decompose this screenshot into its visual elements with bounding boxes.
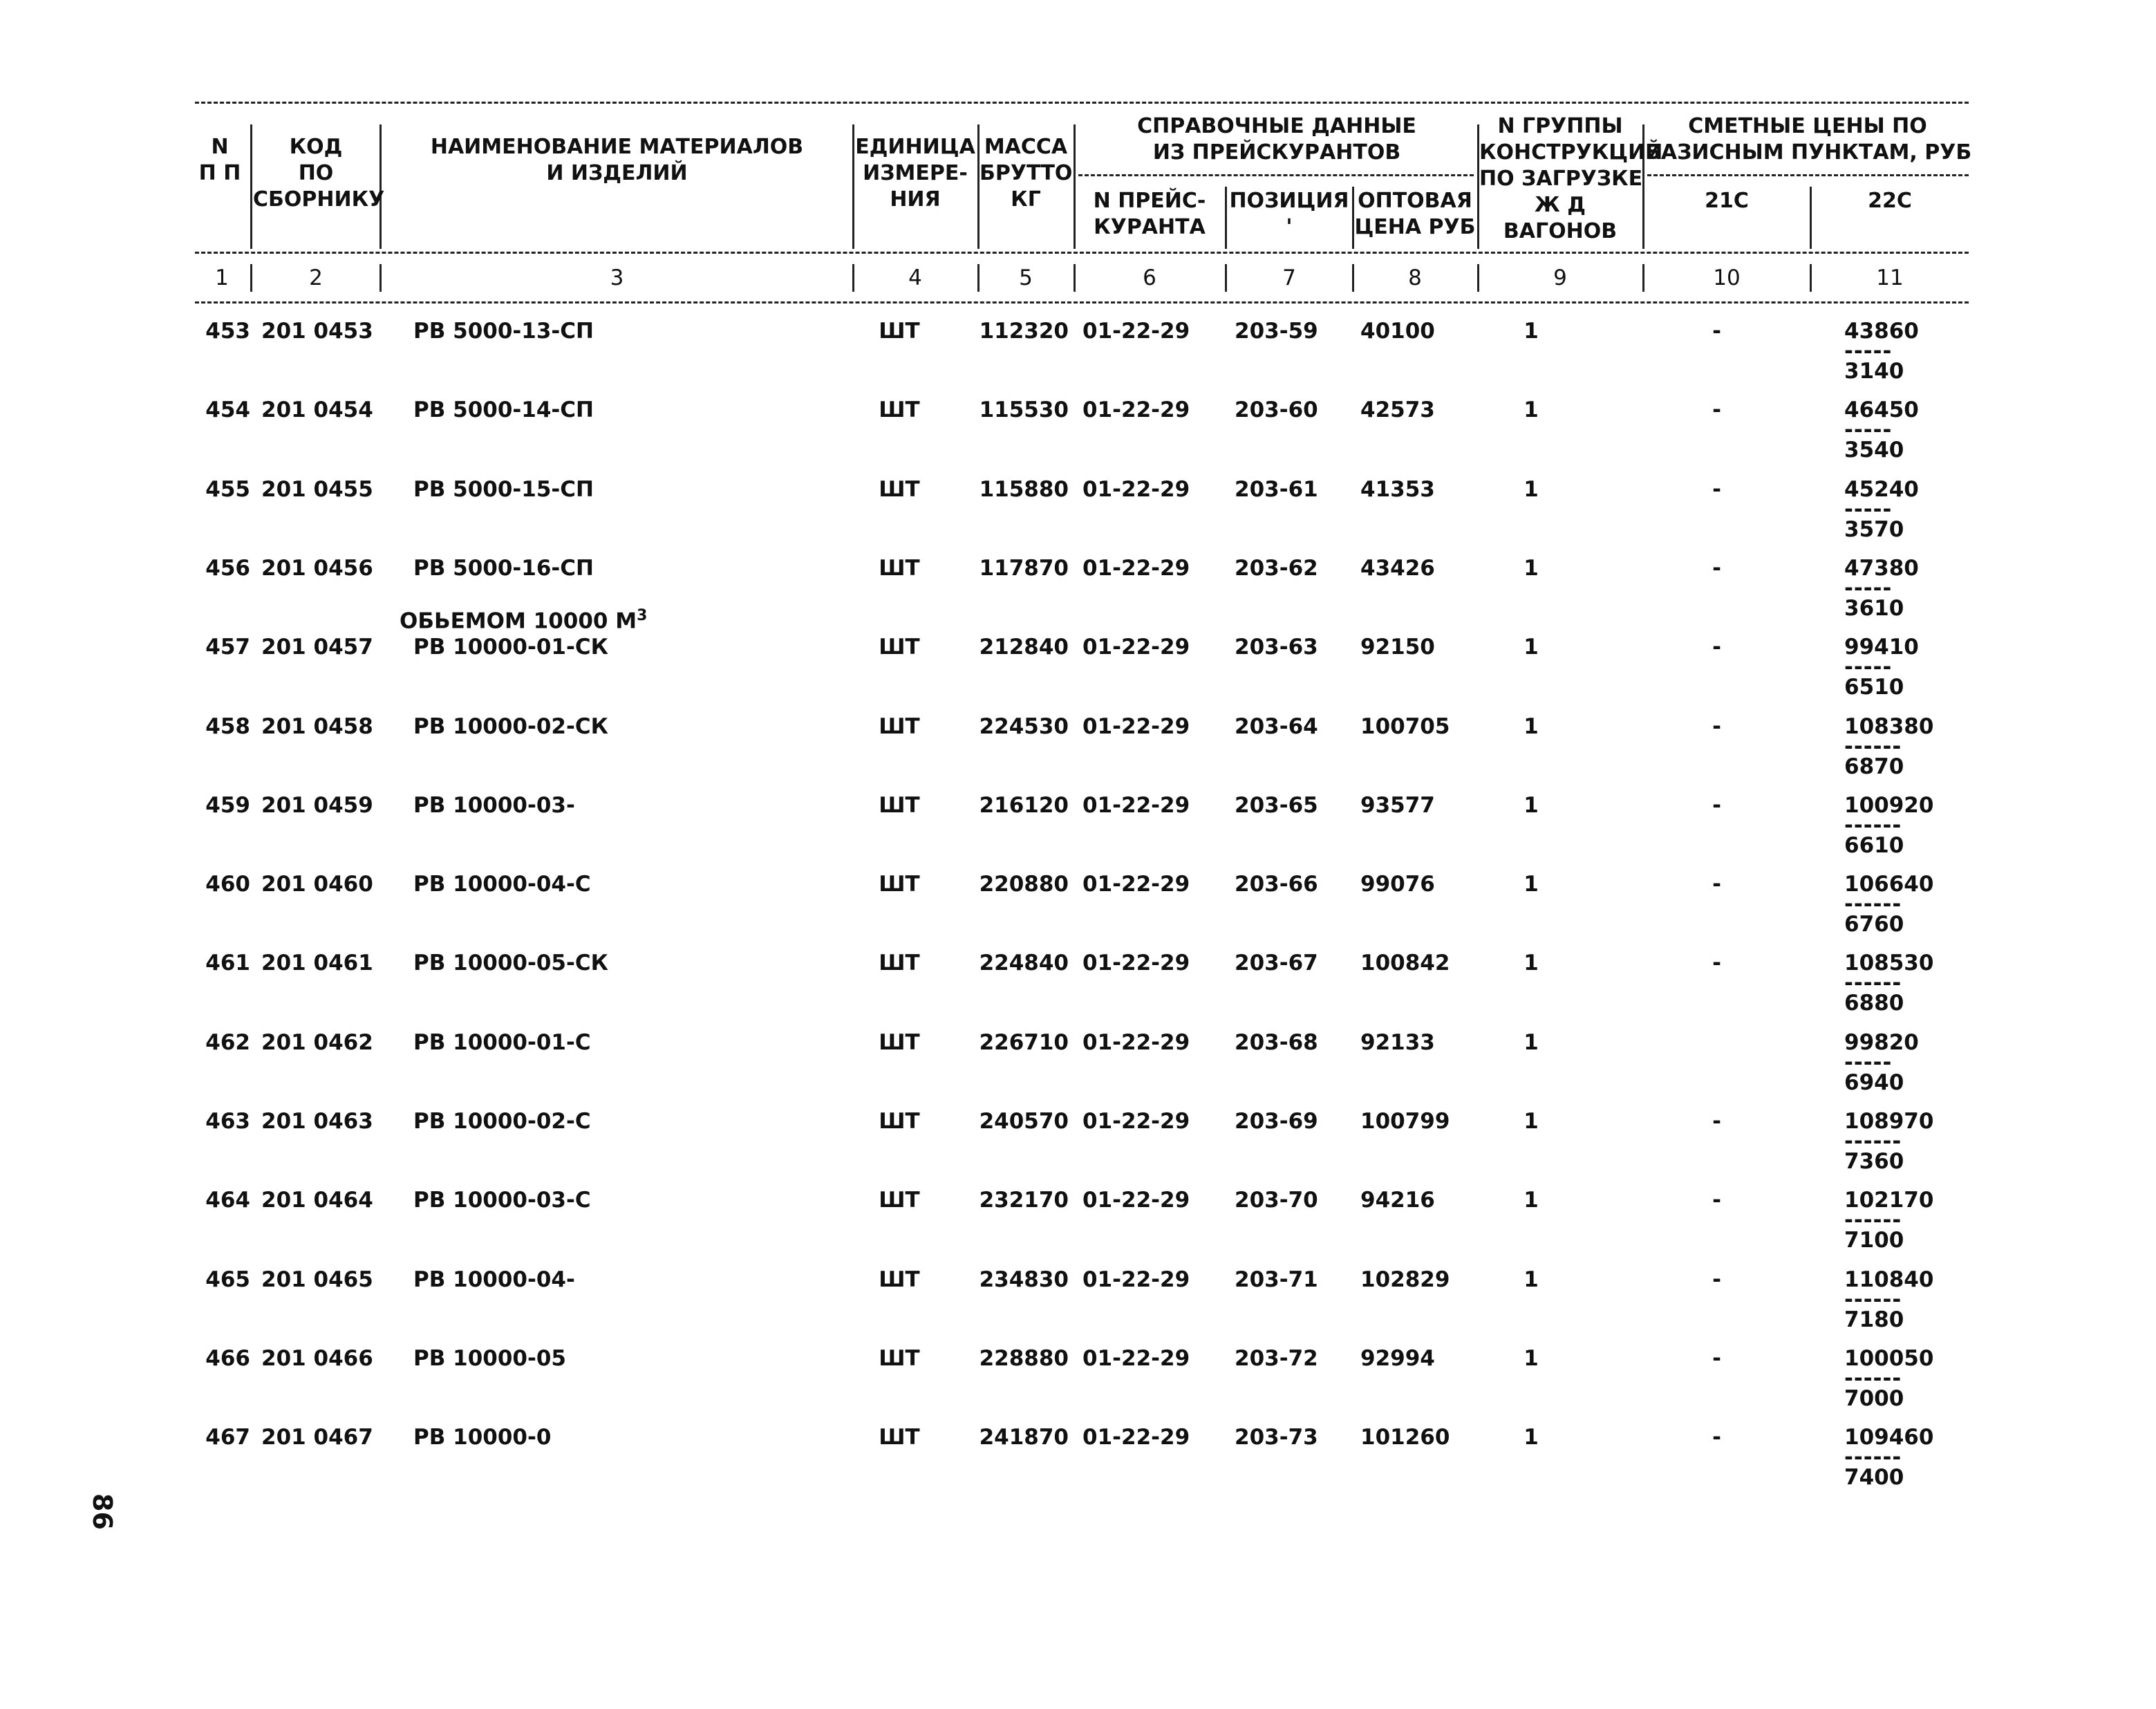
row-price-22c-transport: 6610 — [1844, 833, 1904, 858]
row-price-22c-transport: 6760 — [1844, 912, 1904, 937]
row-price-21c: - — [1712, 1188, 1721, 1213]
row-price: 43426 — [1360, 556, 1435, 581]
row-price-22c-transport: 3540 — [1844, 438, 1904, 463]
row-number: 453 — [205, 319, 250, 344]
row-mass: 220880 — [979, 872, 1069, 897]
row-number: 462 — [205, 1030, 250, 1055]
row-price-22c — [1844, 476, 1955, 543]
row-price-21c: - — [1712, 951, 1721, 975]
row-price-21c: - — [1712, 793, 1721, 818]
column-number: 8 — [1408, 265, 1422, 290]
row-mass: 241870 — [979, 1425, 1069, 1450]
row-price-22c-value: 108970 — [1844, 1109, 1934, 1134]
row-unit: ШТ — [879, 398, 920, 422]
row-unit: ШТ — [879, 556, 920, 581]
row-position: 203-62 — [1235, 556, 1318, 581]
row-price-22c-transport: 7400 — [1844, 1465, 1904, 1490]
column-number: 3 — [610, 265, 624, 290]
row-price: 93577 — [1360, 793, 1435, 818]
row-position: 203-72 — [1235, 1346, 1318, 1371]
row-number: 459 — [205, 793, 250, 818]
header-sub-rule — [1647, 174, 1969, 176]
row-position: 203-60 — [1235, 398, 1318, 422]
row-group: 1 — [1524, 1267, 1539, 1292]
row-price-21c: - — [1712, 1109, 1721, 1134]
row-price-22c-divider: ------ — [1844, 813, 1902, 838]
row-code: 201 0466 — [261, 1346, 373, 1371]
row-price-22c-value: 47380 — [1844, 556, 1919, 581]
row-name: РВ 5000-15-СП — [413, 477, 594, 502]
row-group: 1 — [1524, 477, 1539, 502]
header-col-21c: 21С — [1705, 189, 1749, 213]
column-number: 9 — [1553, 265, 1567, 290]
row-unit: ШТ — [879, 477, 920, 502]
row-price-22c-value: 109460 — [1844, 1425, 1934, 1450]
row-price-22c-value: 99820 — [1844, 1030, 1919, 1055]
row-name: РВ 10000-02-СК — [413, 714, 608, 739]
header-col-price: ОПТОВАЯ ЦЕНА РУБ — [1354, 189, 1476, 239]
row-price-22c-divider: ----- — [1844, 1050, 1893, 1075]
row-price: 42573 — [1360, 398, 1435, 422]
row-code: 201 0459 — [261, 793, 373, 818]
row-price-22c-divider: ----- — [1844, 576, 1893, 601]
row-code: 201 0461 — [261, 951, 373, 975]
row-mass: 234830 — [979, 1267, 1069, 1292]
row-group: 1 — [1524, 1346, 1539, 1371]
row-code: 201 0455 — [261, 477, 373, 502]
row-name: РВ 10000-01-С — [413, 1030, 591, 1055]
row-price-22c-value: 46450 — [1844, 398, 1919, 422]
row-price-22c-divider: ------ — [1844, 892, 1902, 917]
row-group: 1 — [1524, 951, 1539, 975]
row-group: 1 — [1524, 1188, 1539, 1213]
row-price-21c: - — [1712, 398, 1721, 422]
row-catalog: 01-22-29 — [1082, 635, 1190, 660]
row-position: 203-63 — [1235, 635, 1318, 660]
row-mass: 226710 — [979, 1030, 1069, 1055]
row-unit: ШТ — [879, 714, 920, 739]
row-price-22c-divider: ------ — [1844, 1208, 1902, 1233]
header-col-npp: N П П — [198, 135, 241, 185]
row-price-22c-divider: ----- — [1844, 339, 1893, 364]
column-number: 1 — [215, 265, 229, 290]
row-price-22c — [1844, 555, 1955, 622]
header-col-catalog: N ПРЕЙС- КУРАНТА — [1093, 189, 1206, 239]
row-price: 100799 — [1360, 1109, 1450, 1134]
row-unit: ШТ — [879, 319, 920, 344]
row-number: 467 — [205, 1425, 250, 1450]
row-price-22c-divider: ----- — [1844, 497, 1893, 522]
row-price-22c-value: 99410 — [1844, 635, 1919, 660]
row-catalog: 01-22-29 — [1082, 714, 1190, 739]
row-position: 203-73 — [1235, 1425, 1318, 1450]
row-price-22c-transport: 3140 — [1844, 359, 1904, 384]
row-code: 201 0457 — [261, 635, 373, 660]
row-price-21c: - — [1712, 477, 1721, 502]
row-catalog: 01-22-29 — [1082, 1346, 1190, 1371]
header-separator — [250, 124, 252, 249]
row-position: 203-69 — [1235, 1109, 1318, 1134]
row-price-22c — [1844, 318, 1955, 384]
row-mass: 216120 — [979, 793, 1069, 818]
row-mass: 240570 — [979, 1109, 1069, 1134]
row-position: 203-67 — [1235, 951, 1318, 975]
header-group-reference: СПРАВОЧНЫЕ ДАННЫЕ ИЗ ПРЕЙСКУРАНТОВ — [1137, 114, 1416, 165]
row-price-22c-value: 108530 — [1844, 951, 1934, 975]
row-price-22c — [1844, 1108, 1955, 1175]
row-group: 1 — [1524, 398, 1539, 422]
row-price-22c-value: 45240 — [1844, 477, 1919, 502]
header-col-unit: ЕДИНИЦА ИЗМЕРЕ- НИЯ — [855, 135, 975, 212]
row-unit: ШТ — [879, 1425, 920, 1450]
row-catalog: 01-22-29 — [1082, 1188, 1190, 1213]
row-name: РВ 10000-04-С — [413, 872, 591, 897]
header-col-code: КОД ПО СБОРНИКУ — [253, 135, 385, 212]
row-price: 92994 — [1360, 1346, 1435, 1371]
row-unit: ШТ — [879, 872, 920, 897]
number-row-separator — [379, 264, 382, 292]
table-top-rule — [195, 102, 1969, 104]
row-number: 456 — [205, 556, 250, 581]
header-col-mass: МАССА БРУТТО КГ — [979, 135, 1073, 212]
row-code: 201 0463 — [261, 1109, 373, 1134]
row-price-22c — [1844, 634, 1955, 700]
row-number: 466 — [205, 1346, 250, 1371]
row-unit: ШТ — [879, 951, 920, 975]
row-mass: 224840 — [979, 951, 1069, 975]
row-unit: ШТ — [879, 1267, 920, 1292]
row-position: 203-68 — [1235, 1030, 1318, 1055]
header-bottom-rule — [195, 252, 1969, 254]
row-number: 460 — [205, 872, 250, 897]
row-name: РВ 5000-14-СП — [413, 398, 594, 422]
row-price-22c — [1844, 1187, 1955, 1253]
row-name: РВ 10000-04- — [413, 1267, 575, 1292]
row-price: 100705 — [1360, 714, 1450, 739]
number-row-separator — [1642, 264, 1644, 292]
row-unit: ШТ — [879, 1030, 920, 1055]
column-number: 4 — [908, 265, 922, 290]
number-row-separator — [250, 264, 252, 292]
row-price-22c-divider: ------ — [1844, 971, 1902, 996]
row-price: 99076 — [1360, 872, 1435, 897]
row-price-22c-value: 102170 — [1844, 1188, 1934, 1213]
row-name: РВ 10000-0 — [413, 1425, 552, 1450]
row-mass: 228880 — [979, 1346, 1069, 1371]
row-position: 203-59 — [1235, 319, 1318, 344]
header-group-prices: СМЕТНЫЕ ЦЕНЫ ПО БАЗИСНЫМ ПУНКТАМ, РУБ — [1645, 114, 1972, 165]
row-price-22c-value: 108380 — [1844, 714, 1934, 739]
row-price: 92133 — [1360, 1030, 1435, 1055]
column-number: 11 — [1876, 265, 1904, 290]
row-code: 201 0456 — [261, 556, 373, 581]
row-number: 455 — [205, 477, 250, 502]
row-price-21c: - — [1712, 319, 1721, 344]
row-group: 1 — [1524, 1109, 1539, 1134]
row-price-22c-transport: 6870 — [1844, 754, 1904, 779]
row-price-21c: - — [1712, 556, 1721, 581]
row-price-22c-transport: 3610 — [1844, 596, 1904, 621]
row-price-22c-transport: 7100 — [1844, 1228, 1904, 1253]
row-price-22c-divider: ----- — [1844, 655, 1893, 680]
row-price-22c-divider: ----- — [1844, 418, 1893, 442]
row-price-21c: - — [1712, 714, 1721, 739]
row-price-22c — [1844, 871, 1955, 937]
row-price-22c-value: 43860 — [1844, 319, 1919, 344]
row-price-22c-value: 100920 — [1844, 793, 1934, 818]
row-catalog: 01-22-29 — [1082, 319, 1190, 344]
row-price-22c-transport: 3570 — [1844, 517, 1904, 542]
number-row-rule — [195, 301, 1969, 303]
header-col-22c: 22С — [1868, 189, 1912, 213]
row-mass: 112320 — [979, 319, 1069, 344]
row-number: 465 — [205, 1267, 250, 1292]
header-col-position: ПОЗИЦИЯ ' — [1229, 189, 1349, 239]
row-price-21c: - — [1712, 872, 1721, 897]
row-price-22c — [1844, 713, 1955, 780]
row-mass: 115530 — [979, 398, 1069, 422]
row-catalog: 01-22-29 — [1082, 872, 1190, 897]
row-price-21c: - — [1712, 1346, 1721, 1371]
row-catalog: 01-22-29 — [1082, 477, 1190, 502]
row-unit: ШТ — [879, 1188, 920, 1213]
row-price-21c: - — [1712, 1425, 1721, 1450]
row-price-22c-divider: ------ — [1844, 1366, 1902, 1391]
row-price-22c-transport: 6510 — [1844, 675, 1904, 700]
row-mass: 212840 — [979, 635, 1069, 660]
row-unit: ШТ — [879, 793, 920, 818]
row-price-22c — [1844, 950, 1955, 1016]
row-price: 102829 — [1360, 1267, 1450, 1292]
row-price-22c — [1844, 792, 1955, 859]
row-position: 203-66 — [1235, 872, 1318, 897]
row-price-22c-transport: 6880 — [1844, 991, 1904, 1016]
row-position: 203-64 — [1235, 714, 1318, 739]
row-mass: 232170 — [979, 1188, 1069, 1213]
row-code: 201 0454 — [261, 398, 373, 422]
row-position: 203-70 — [1235, 1188, 1318, 1213]
column-number: 7 — [1282, 265, 1296, 290]
row-number: 458 — [205, 714, 250, 739]
row-number: 457 — [205, 635, 250, 660]
row-price-21c: - — [1712, 635, 1721, 660]
row-catalog: 01-22-29 — [1082, 556, 1190, 581]
row-price-21c: - — [1712, 1267, 1721, 1292]
section-heading: ОБЬЕМОМ 10000 $М^3$ — [400, 607, 648, 634]
row-price: 92150 — [1360, 635, 1435, 660]
row-group: 1 — [1524, 1425, 1539, 1450]
row-number: 454 — [205, 398, 250, 422]
row-mass: 117870 — [979, 556, 1069, 581]
row-code: 201 0467 — [261, 1425, 373, 1450]
row-name: РВ 10000-01-СК — [413, 635, 608, 660]
row-catalog: 01-22-29 — [1082, 1267, 1190, 1292]
row-group: 1 — [1524, 319, 1539, 344]
row-code: 201 0462 — [261, 1030, 373, 1055]
row-price: 40100 — [1360, 319, 1435, 344]
row-price: 100842 — [1360, 951, 1450, 975]
row-group: 1 — [1524, 635, 1539, 660]
row-price-22c — [1844, 1267, 1955, 1333]
row-price-22c-divider: ------ — [1844, 734, 1902, 759]
row-price-22c-divider: ------ — [1844, 1287, 1902, 1312]
row-position: 203-65 — [1235, 793, 1318, 818]
row-group: 1 — [1524, 793, 1539, 818]
row-code: 201 0465 — [261, 1267, 373, 1292]
row-name: РВ 10000-03-С — [413, 1188, 591, 1213]
row-name: РВ 10000-05 — [413, 1346, 566, 1371]
row-mass: 224530 — [979, 714, 1069, 739]
row-group: 1 — [1524, 556, 1539, 581]
row-price-22c — [1844, 1029, 1955, 1096]
row-price: 41353 — [1360, 477, 1435, 502]
row-group: 1 — [1524, 714, 1539, 739]
row-number: 463 — [205, 1109, 250, 1134]
row-unit: ШТ — [879, 1109, 920, 1134]
row-price-22c — [1844, 1424, 1955, 1491]
column-number: 5 — [1019, 265, 1033, 290]
row-mass: 115880 — [979, 477, 1069, 502]
row-name: РВ 5000-13-СП — [413, 319, 594, 344]
row-price-22c — [1844, 1345, 1955, 1412]
page-number: 86 — [87, 1493, 118, 1530]
row-name: РВ 10000-03- — [413, 793, 575, 818]
header-col-name: НАИМЕНОВАНИЕ МАТЕРИАЛОВ И ИЗДЕЛИЙ — [430, 135, 804, 185]
row-catalog: 01-22-29 — [1082, 398, 1190, 422]
column-number: 10 — [1713, 265, 1741, 290]
row-price-22c-transport: 6940 — [1844, 1070, 1904, 1095]
row-catalog: 01-22-29 — [1082, 951, 1190, 975]
row-name: РВ 10000-05-СК — [413, 951, 608, 975]
row-group: 1 — [1524, 1030, 1539, 1055]
row-catalog: 01-22-29 — [1082, 793, 1190, 818]
row-unit: ШТ — [879, 635, 920, 660]
row-group: 1 — [1524, 872, 1539, 897]
row-price: 94216 — [1360, 1188, 1435, 1213]
row-price-22c-transport: 7360 — [1844, 1149, 1904, 1174]
row-number: 464 — [205, 1188, 250, 1213]
row-price: 101260 — [1360, 1425, 1450, 1450]
row-price-22c-divider: ------ — [1844, 1445, 1902, 1470]
row-price-22c-divider: ------ — [1844, 1129, 1902, 1154]
row-price-22c-value: 110840 — [1844, 1267, 1934, 1292]
row-price-22c-value: 106640 — [1844, 872, 1934, 897]
row-position: 203-61 — [1235, 477, 1318, 502]
row-number: 461 — [205, 951, 250, 975]
column-number: 6 — [1143, 265, 1156, 290]
row-code: 201 0460 — [261, 872, 373, 897]
row-unit: ШТ — [879, 1346, 920, 1371]
row-catalog: 01-22-29 — [1082, 1109, 1190, 1134]
row-code: 201 0464 — [261, 1188, 373, 1213]
header-col-group: N ГРУППЫ КОНСТРУКЦИЙ ПО ЗАГРУЗКЕ Ж Д ВАГОНОВ — [1479, 114, 1663, 243]
row-position: 203-71 — [1235, 1267, 1318, 1292]
row-name: РВ 5000-16-СП — [413, 556, 594, 581]
header-sub-rule — [1078, 174, 1474, 176]
row-price-22c — [1844, 397, 1955, 463]
row-catalog: 01-22-29 — [1082, 1425, 1190, 1450]
row-name: РВ 10000-02-С — [413, 1109, 591, 1134]
header-separator — [379, 124, 382, 249]
row-price-22c-transport: 7000 — [1844, 1386, 1904, 1411]
row-code: 201 0453 — [261, 319, 373, 344]
row-code: 201 0458 — [261, 714, 373, 739]
column-number: 2 — [309, 265, 323, 290]
row-price-22c-transport: 7180 — [1844, 1307, 1904, 1332]
row-price-22c-value: 100050 — [1844, 1346, 1934, 1371]
row-catalog: 01-22-29 — [1082, 1030, 1190, 1055]
